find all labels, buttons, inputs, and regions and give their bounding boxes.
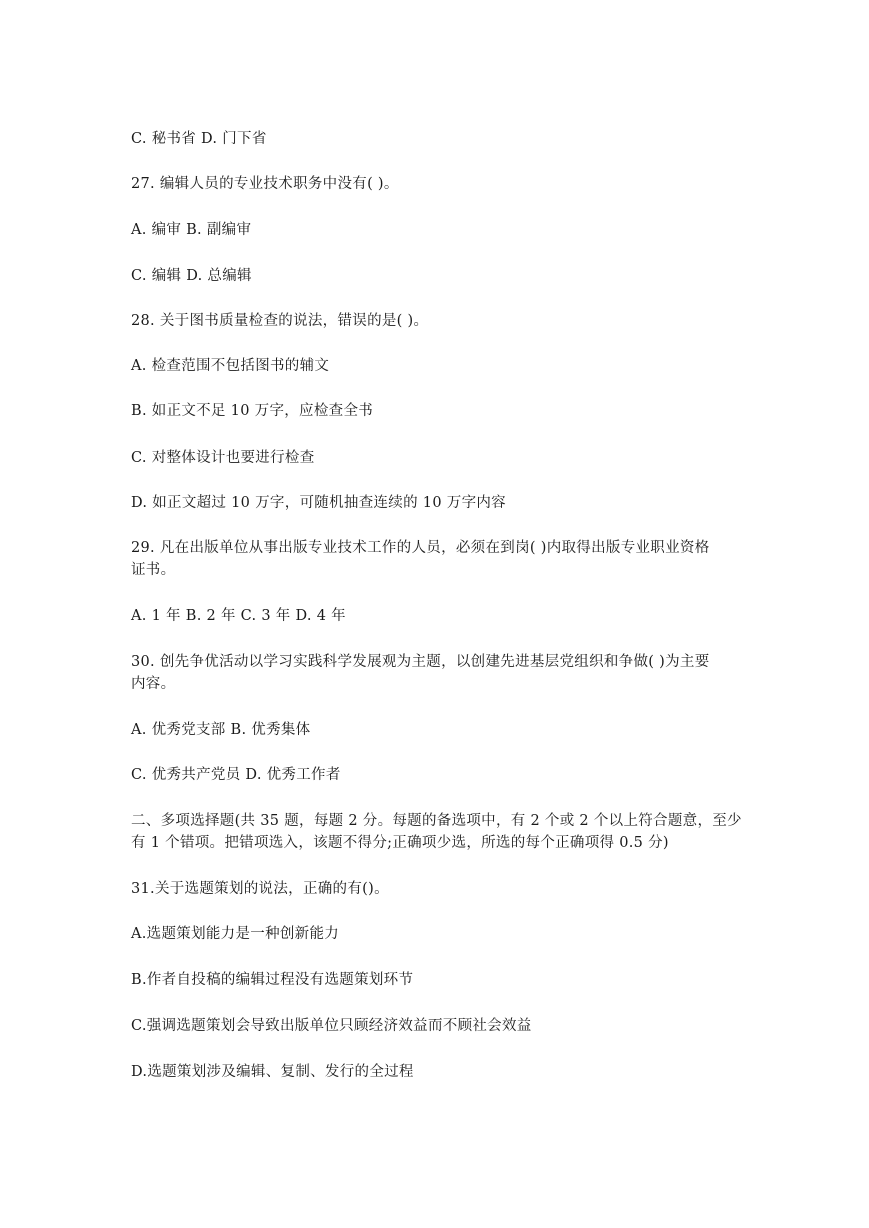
q26-options-cd: C. 秘书省 D. 门下省: [131, 131, 267, 147]
q30-stem-line2: 内容。: [131, 676, 176, 692]
q28-option-b: B. 如正文不足 10 万字，应检查全书: [131, 403, 374, 419]
q31-option-a: A.选题策划能力是一种创新能力: [131, 926, 340, 942]
section2-heading-line1: 二、多项选择题(共 35 题，每题 2 分。每题的备选项中，有 2 个或 2 个以上符合题意，至少: [131, 813, 742, 829]
q28-option-d: D. 如正文超过 10 万字，可随机抽查连续的 10 万字内容: [131, 495, 506, 511]
q27-stem: 27. 编辑人员的专业技术职务中没有( )。: [131, 176, 399, 192]
q31-option-b: B.作者自投稿的编辑过程没有选题策划环节: [131, 972, 414, 988]
q29-options: A. 1 年 B. 2 年 C. 3 年 D. 4 年: [131, 608, 346, 624]
q30-options-ab: A. 优秀党支部 B. 优秀集体: [131, 722, 311, 738]
q31-stem: 31.关于选题策划的说法，正确的有()。: [131, 881, 389, 897]
q28-option-a: A. 检查范围不包括图书的辅文: [131, 358, 330, 374]
section2-heading-line2: 有 1 个错项。把错项选入，该题不得分;正确项少选，所选的每个正确项得 0.5 分): [131, 835, 669, 851]
q29-stem-line2: 证书。: [131, 562, 176, 578]
q27-options-ab: A. 编审 B. 副编审: [131, 222, 252, 238]
q28-stem: 28. 关于图书质量检查的说法，错误的是( )。: [131, 313, 429, 329]
q30-options-cd: C. 优秀共产党员 D. 优秀工作者: [131, 767, 341, 783]
q27-options-cd: C. 编辑 D. 总编辑: [131, 268, 252, 284]
q30-stem-line1: 30. 创先争优活动以学习实践科学发展观为主题，以创建先进基层党组织和争做( )为主要: [131, 654, 710, 670]
q29-stem-line1: 29. 凡在出版单位从事出版专业技术工作的人员，必须在到岗( )内取得出版专业职业资格: [131, 540, 710, 556]
q31-option-d: D.选题策划涉及编辑、复制、发行的全过程: [131, 1064, 414, 1080]
q31-option-c: C.强调选题策划会导致出版单位只顾经济效益而不顾社会效益: [131, 1018, 532, 1034]
q28-option-c: C. 对整体设计也要进行检查: [131, 450, 315, 466]
